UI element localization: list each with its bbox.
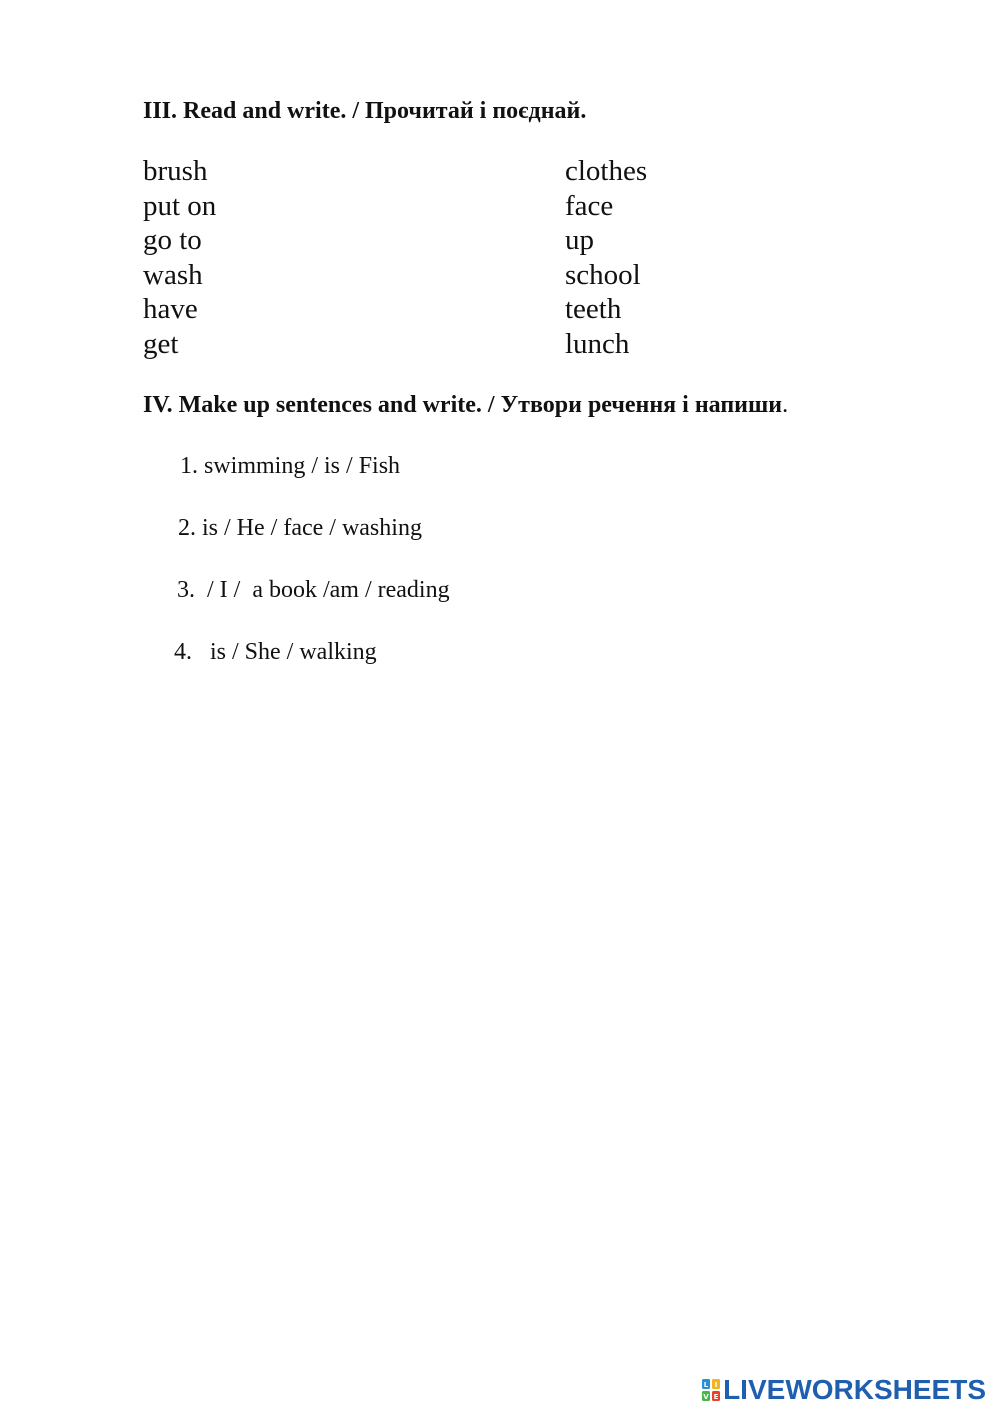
task-words: swimming / is / Fish — [198, 453, 401, 479]
section-3-heading — [143, 97, 586, 125]
liveworksheets-brand — [702, 1375, 986, 1405]
svg-text:L: L — [703, 1381, 709, 1389]
left-word: get — [143, 327, 179, 360]
left-word: put on — [143, 189, 217, 222]
task-number: 1. — [180, 453, 198, 479]
section-4-heading — [143, 391, 788, 419]
left-word: brush — [143, 155, 208, 187]
section-3-heading-text: III. Read and write. / Прочитай і поєднай. — [143, 98, 587, 124]
right-word: up — [565, 224, 594, 257]
liveworksheets-logo-icon — [702, 1379, 720, 1401]
task-words: is / She / walking — [192, 639, 377, 665]
left-word: wash — [143, 258, 203, 291]
right-word: lunch — [565, 327, 630, 360]
right-word-column — [565, 154, 647, 362]
section-4-heading-period: . — [782, 392, 789, 418]
sentence-task — [174, 634, 377, 670]
svg-text:E: E — [713, 1393, 719, 1401]
right-word: school — [565, 258, 641, 291]
left-word: go to — [143, 224, 202, 257]
liveworksheets-wordmark: LIVEWORKSHEETS — [723, 1374, 986, 1405]
svg-text:I: I — [714, 1381, 718, 1389]
right-word: face — [565, 189, 614, 222]
task-number: 4. — [174, 639, 192, 665]
sentence-task — [177, 572, 450, 608]
section-4-heading-text: IV. Make up sentences and write. / Утвори речення і напиши — [143, 392, 783, 418]
svg-text:V: V — [703, 1393, 709, 1401]
right-word: teeth — [565, 293, 622, 326]
left-word-column — [143, 154, 216, 362]
right-word: clothes — [565, 155, 648, 187]
task-number: 2. — [178, 515, 196, 541]
sentence-task — [178, 510, 422, 546]
task-words: / I / a book /am / reading — [195, 577, 450, 603]
task-words: is / He / face / washing — [196, 515, 422, 541]
task-number: 3. — [177, 577, 195, 603]
sentence-task — [180, 448, 400, 484]
left-word: have — [143, 293, 198, 326]
